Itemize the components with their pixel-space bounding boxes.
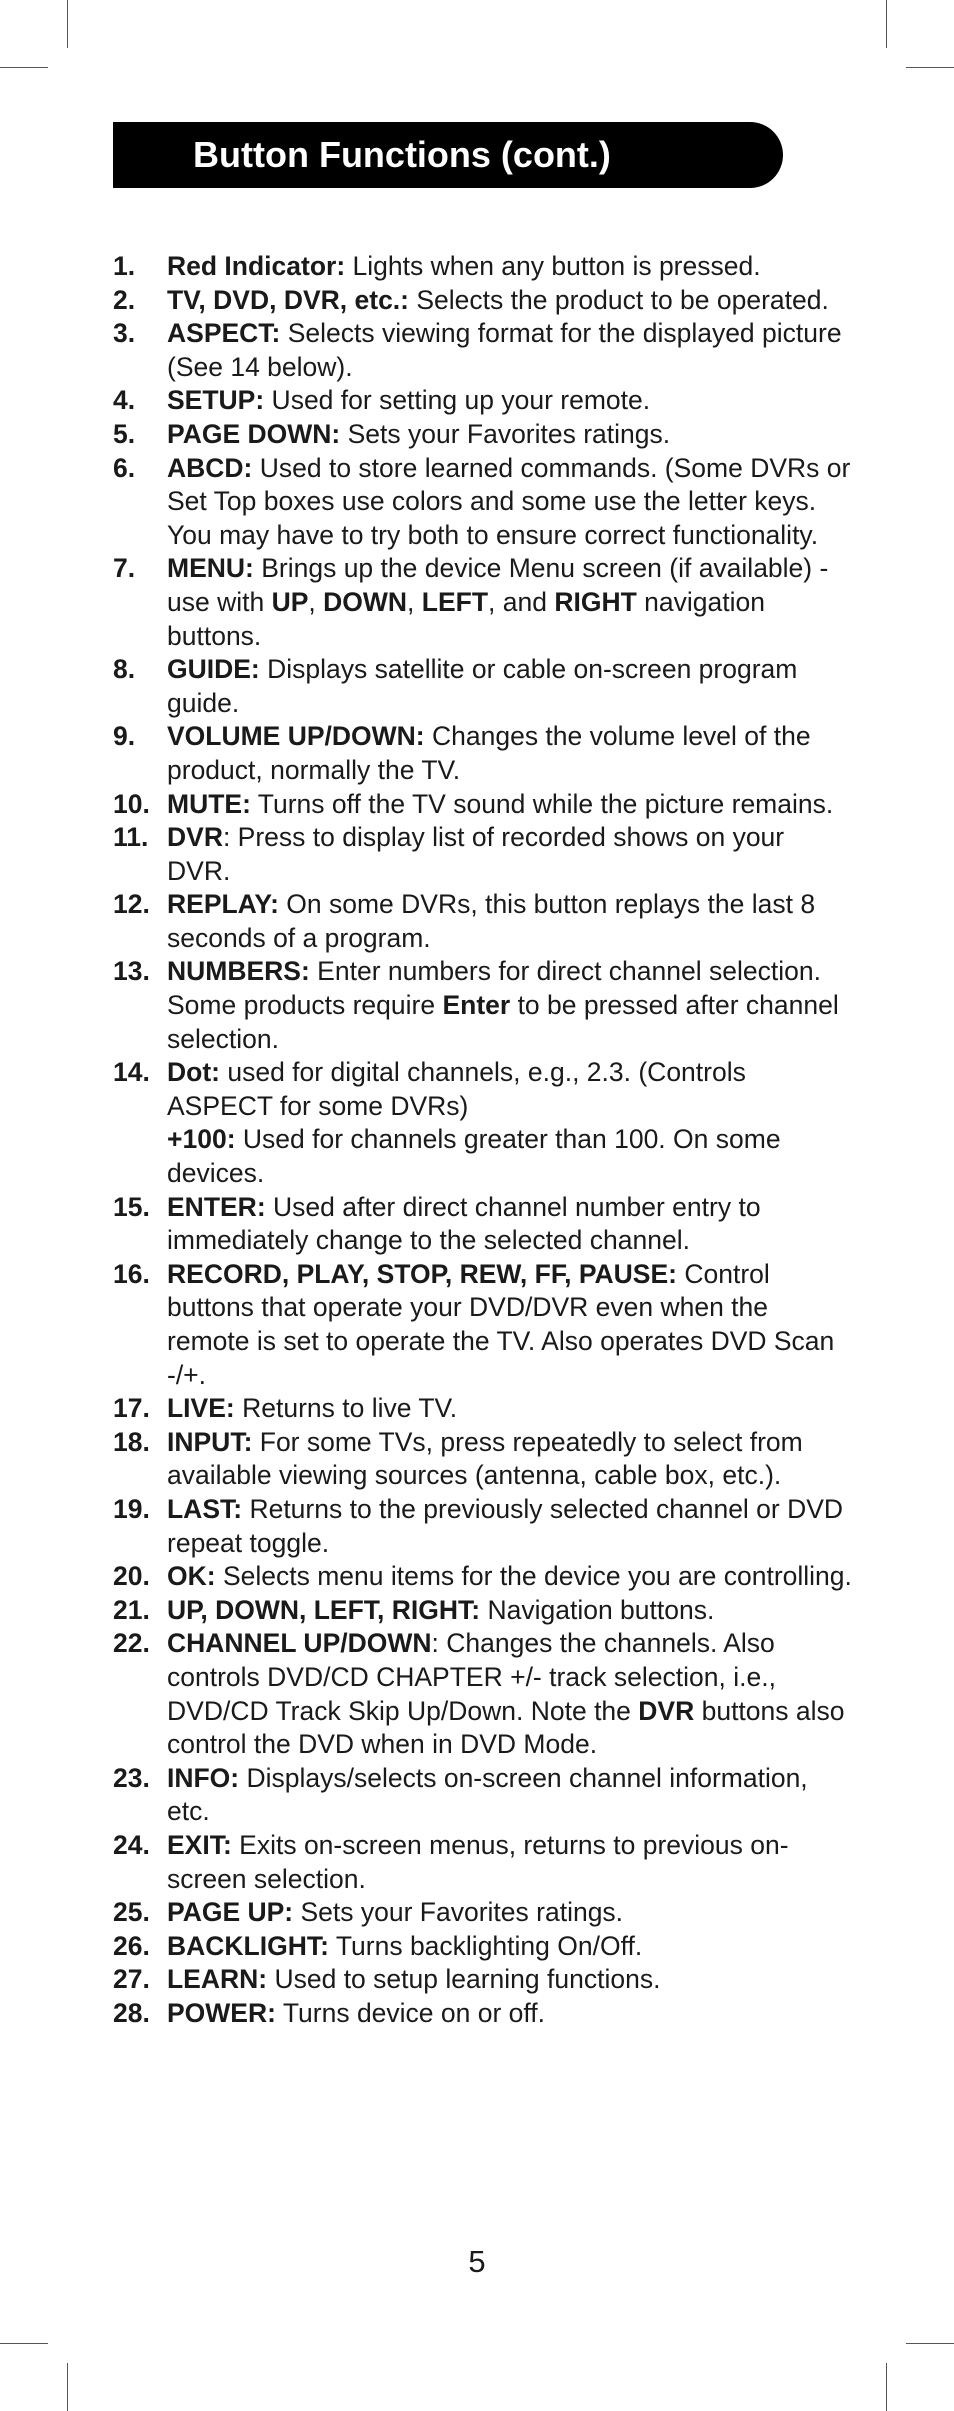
item-description: Returns to the previously selected channel or DVD repeat toggle.: [167, 1493, 844, 1558]
item-description: Used after direct channel number entry to immediately change to the selected channel.: [167, 1191, 761, 1256]
item-description: buttons also control the DVD when in DVD Mode.: [167, 1695, 845, 1760]
crop-mark: [906, 2343, 954, 2344]
item-description: Exits on-screen menus, returns to previous on-screen selection.: [167, 1829, 789, 1894]
list-item: [113, 1594, 853, 1628]
item-number: 6.: [113, 452, 136, 483]
item-term: +100:: [167, 1124, 236, 1155]
item-term: ENTER:: [167, 1191, 266, 1222]
list-item: [113, 1426, 853, 1493]
list-item: [113, 1997, 853, 2031]
list-item: [113, 821, 853, 888]
item-term: BACKLIGHT:: [167, 1930, 329, 1961]
list-item: [113, 1896, 853, 1930]
list-item: [113, 1627, 853, 1761]
item-term: MUTE:: [167, 788, 251, 819]
item-description: Enter numbers for direct channel selection. Some products require: [167, 956, 821, 1021]
item-term: POWER:: [167, 1997, 276, 2028]
item-number: 23.: [113, 1762, 150, 1793]
list-item: [113, 250, 853, 284]
crop-mark: [906, 67, 954, 68]
list-item: [113, 788, 853, 822]
item-number: 17.: [113, 1393, 150, 1424]
list-item: [113, 452, 853, 553]
item-description: ,: [407, 586, 422, 617]
item-number: 19.: [113, 1493, 150, 1524]
item-number: 13.: [113, 956, 150, 987]
item-number: 16.: [113, 1258, 150, 1289]
item-number: 8.: [113, 654, 136, 685]
list-item: [113, 1963, 853, 1997]
list-item: [113, 384, 853, 418]
crop-mark: [886, 0, 887, 48]
item-term: LIVE:: [167, 1393, 235, 1424]
item-term: LEARN:: [167, 1964, 268, 1995]
item-term: CHANNEL UP/DOWN: [167, 1628, 432, 1659]
item-description: Displays/selects on-screen channel information, etc.: [167, 1762, 808, 1827]
item-number: 24.: [113, 1829, 150, 1860]
item-description: Sets your Favorites ratings.: [293, 1897, 624, 1928]
item-term: ASPECT:: [167, 318, 281, 349]
list-item: [113, 1056, 853, 1190]
list-item: [113, 1493, 853, 1560]
list-item: [113, 1392, 853, 1426]
item-term: LAST:: [167, 1493, 243, 1524]
item-description: Used for setting up your remote.: [264, 385, 651, 416]
item-term: MENU:: [167, 553, 254, 584]
list-item: [113, 418, 853, 452]
item-description: Returns to live TV.: [234, 1393, 458, 1424]
item-number: 1.: [113, 251, 136, 281]
list-item: [113, 1829, 853, 1896]
item-term: UP, DOWN, LEFT, RIGHT:: [167, 1594, 481, 1625]
item-description: On some DVRs, this button replays the last 8 seconds of a program.: [167, 889, 816, 953]
crop-mark: [67, 2363, 68, 2411]
item-description: used for digital channels, e.g., 2.3. (Controls ASPECT for some DVRs): [167, 1057, 746, 1121]
item-number: 9.: [113, 721, 136, 752]
item-number: 27.: [113, 1964, 150, 1995]
item-number: 14.: [113, 1057, 150, 1088]
item-description: Used to store learned commands. (Some DVRs or Set Top boxes use colors and some use the letter keys. You may have to try both to ensure correct functionality.: [167, 452, 851, 550]
keyword: DVR: [638, 1695, 695, 1726]
item-term: NUMBERS:: [167, 956, 310, 987]
item-term: INPUT:: [167, 1426, 253, 1457]
section-header-bar: [113, 122, 783, 188]
crop-mark: [886, 2363, 887, 2411]
item-description: For some TVs, press repeatedly to select from available viewing sources (antenna, cable box, etc.).: [167, 1426, 803, 1491]
item-description: Navigation buttons.: [480, 1594, 715, 1625]
keyword: Enter: [442, 990, 511, 1021]
list-item: [113, 1762, 853, 1829]
crop-mark: [67, 0, 68, 48]
item-term: RECORD, PLAY, STOP, REW, FF, PAUSE:: [167, 1258, 677, 1289]
list-item: [113, 317, 853, 384]
item-subentry: [167, 1123, 853, 1190]
item-description: Control buttons that operate your DVD/DVR even when the remote is set to operate the TV. Also operates DVD Scan -/+.: [167, 1258, 835, 1390]
item-term: INFO:: [167, 1762, 240, 1793]
crop-mark: [0, 2343, 48, 2344]
item-description: Used to setup learning functions.: [267, 1964, 661, 1995]
item-description: to be pressed after channel selection.: [167, 990, 839, 1054]
item-description: Selects the product to be operated.: [409, 284, 829, 315]
item-term: ABCD:: [167, 452, 253, 483]
item-description: navigation buttons.: [167, 586, 765, 651]
item-number: 15.: [113, 1191, 150, 1222]
item-number: 22.: [113, 1628, 150, 1659]
item-term: PAGE UP:: [167, 1897, 294, 1928]
item-number: 7.: [113, 553, 136, 584]
item-number: 2.: [113, 284, 136, 315]
keyword: UP: [271, 586, 309, 617]
item-description: Brings up the device Menu screen (if available) - use with: [167, 553, 829, 617]
item-description: Selects menu items for the device you are controlling.: [215, 1561, 852, 1592]
item-description: Lights when any button is pressed.: [345, 251, 761, 281]
item-number: 18.: [113, 1426, 150, 1457]
item-number: 25.: [113, 1897, 150, 1928]
keyword: DOWN: [323, 586, 408, 617]
keyword: RIGHT: [554, 586, 637, 617]
item-number: 3.: [113, 318, 136, 349]
keyword: LEFT: [421, 586, 489, 617]
item-description: Sets your Favorites ratings.: [340, 418, 671, 449]
item-term: Dot:: [167, 1057, 220, 1088]
item-number: 26.: [113, 1930, 150, 1961]
item-term: SETUP:: [167, 385, 265, 416]
item-term: OK:: [167, 1561, 216, 1592]
item-description: Turns off the TV sound while the picture remains.: [250, 788, 834, 819]
list-item: [113, 653, 853, 720]
list-item: [113, 955, 853, 1056]
item-description: Selects viewing format for the displayed picture (See 14 below).: [167, 318, 842, 382]
item-description: Displays satellite or cable on-screen program guide.: [167, 654, 798, 718]
list-item: [113, 1258, 853, 1392]
item-term: TV, DVD, DVR, etc.:: [167, 284, 409, 315]
button-function-list: [113, 250, 853, 2030]
item-description: ,: [308, 586, 324, 617]
item-number: 21.: [113, 1594, 150, 1625]
list-item: [113, 888, 853, 955]
crop-mark: [0, 67, 48, 68]
list-item: [113, 284, 853, 318]
item-description: Used for channels greater than 100. On some devices.: [167, 1124, 781, 1189]
item-number: 12.: [113, 889, 150, 920]
list-item: [113, 1930, 853, 1964]
page-number: 5: [468, 2244, 486, 2279]
item-description: , and: [488, 586, 555, 617]
list-item: [113, 1560, 853, 1594]
item-term: Red Indicator:: [167, 251, 346, 281]
item-term: EXIT:: [167, 1829, 232, 1860]
item-number: 4.: [113, 385, 136, 416]
item-term: DVR: [167, 822, 223, 853]
item-description: Changes the volume level of the product, normally the TV.: [167, 721, 811, 785]
item-number: 5.: [113, 418, 136, 449]
item-number: 20.: [113, 1561, 150, 1592]
item-term: GUIDE:: [167, 654, 260, 685]
item-description: : Press to display list of recorded shows on your DVR.: [167, 822, 785, 886]
item-term: VOLUME UP/DOWN:: [167, 721, 425, 752]
page-title: Button Functions (cont.): [193, 134, 611, 175]
item-description: Turns device on or off.: [275, 1997, 546, 2028]
item-description: Turns backlighting On/Off.: [328, 1930, 643, 1961]
item-number: 11.: [113, 822, 149, 853]
item-number: 10.: [113, 788, 150, 819]
item-term: REPLAY:: [167, 889, 279, 920]
item-term: PAGE DOWN:: [167, 418, 341, 449]
list-item: [113, 1191, 853, 1258]
list-item: [113, 552, 853, 653]
list-item: [113, 720, 853, 787]
item-number: 28.: [113, 1997, 150, 2028]
item-description: : Changes the channels. Also controls DVD/CD CHAPTER +/- track selection, i.e., DVD/CD Track Skip Up/Down. Note the: [167, 1628, 776, 1726]
